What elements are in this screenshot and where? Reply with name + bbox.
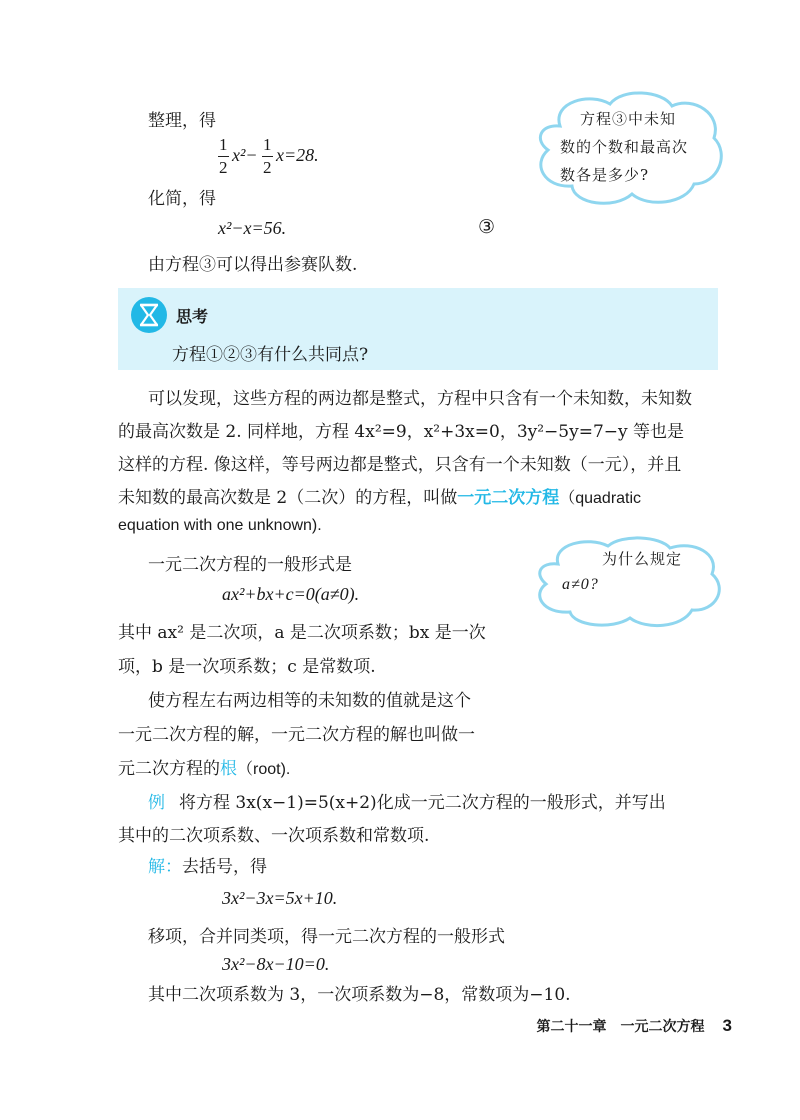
equation-3-tag: ③ xyxy=(478,216,496,238)
hourglass-icon xyxy=(130,296,168,334)
general-line5: 元二次方程的根（root). xyxy=(118,759,291,779)
general-formula: ax²+bx+c=0(a≠0). xyxy=(222,584,360,604)
page-number: 3 xyxy=(722,1016,732,1035)
example-label: 例 xyxy=(148,793,165,813)
solution-label: 解： xyxy=(148,857,182,877)
para1-line4: 未知数的最高次数是 2（二次）的方程，叫做一元二次方程（quadratic xyxy=(118,488,642,508)
think-box xyxy=(118,288,718,370)
solution-equation-b: 3x²−8x−10=0. xyxy=(222,954,330,974)
fraction-half-1 xyxy=(218,134,229,179)
para1-line5: equation with one unknown). xyxy=(118,517,322,534)
page-footer xyxy=(537,1016,732,1036)
general-line1: 其中 ax² 是二次项，a 是二次项系数；bx 是一次 xyxy=(118,623,486,643)
text-zhengli: 整理，得 xyxy=(148,111,216,131)
text-huajian: 化简，得 xyxy=(148,189,216,209)
solution-line2: 移项，合并同类项，得一元二次方程的一般形式 xyxy=(148,927,505,947)
eq1-end: x=28. xyxy=(276,145,319,165)
think-question: 方程①②③有什么共同点? xyxy=(172,345,369,365)
think-title: 思考 xyxy=(176,307,209,326)
example-line2: 其中的二次项系数、一次项系数和常数项. xyxy=(118,826,430,846)
example-line1: 例 将方程 3x(x−1)=5(x+2)化成一元二次方程的一般形式，并写出 xyxy=(148,793,666,813)
eq1-middle: x²− xyxy=(232,145,258,165)
cloud1-line2: 数的个数和最高次 xyxy=(560,138,689,156)
text-conclusion: 由方程③可以得出参赛队数. xyxy=(148,255,358,275)
general-line2: 项，b 是一次项系数；c 是常数项. xyxy=(118,657,376,677)
cloud1-line1: 方程③中未知 xyxy=(580,110,677,128)
fraction-half-2: $\frac{1}{2}$ xyxy=(263,135,272,177)
term-quadratic-equation: 一元二次方程 xyxy=(457,488,560,508)
fraction-denominator: 2 xyxy=(219,158,228,177)
term-root: 根 xyxy=(220,759,237,779)
solution-line1: 解：去括号，得 xyxy=(148,857,267,877)
cloud2-line2: a≠0? xyxy=(562,576,599,593)
fraction-numerator: 1 xyxy=(218,134,229,157)
general-line3: 使方程左右两边相等的未知数的值就是这个 xyxy=(148,691,471,711)
equation-3: x²−x=56. xyxy=(218,218,287,238)
solution-line3: 其中二次项系数为 3，一次项系数为−8，常数项为−10. xyxy=(148,985,571,1005)
para1-line2: 的最高次数是 2. 同样地，方程 4x²=9，x²+3x=0，3y²−5y=7−y 等也是 xyxy=(118,422,685,442)
thought-cloud-1 xyxy=(530,88,726,212)
para1-line3: 这样的方程. 像这样，等号两边都是整式，只含有一个未知数（一元），并且 xyxy=(118,455,682,475)
solution-equation-a: 3x²−3x=5x+10. xyxy=(222,888,338,908)
para1-line1: 可以发现，这些方程的两边都是整式，方程中只含有一个未知数，未知数 xyxy=(148,389,692,409)
cloud2-line1: 为什么规定 xyxy=(602,550,683,568)
general-line4: 一元二次方程的解，一元二次方程的解也叫做一 xyxy=(118,725,475,745)
cloud1-line3: 数各是多少? xyxy=(560,166,650,184)
chapter-title: 第二十一章 一元二次方程 xyxy=(536,1019,705,1035)
thought-cloud-2 xyxy=(530,534,726,632)
general-intro: 一元二次方程的一般形式是 xyxy=(148,555,352,575)
